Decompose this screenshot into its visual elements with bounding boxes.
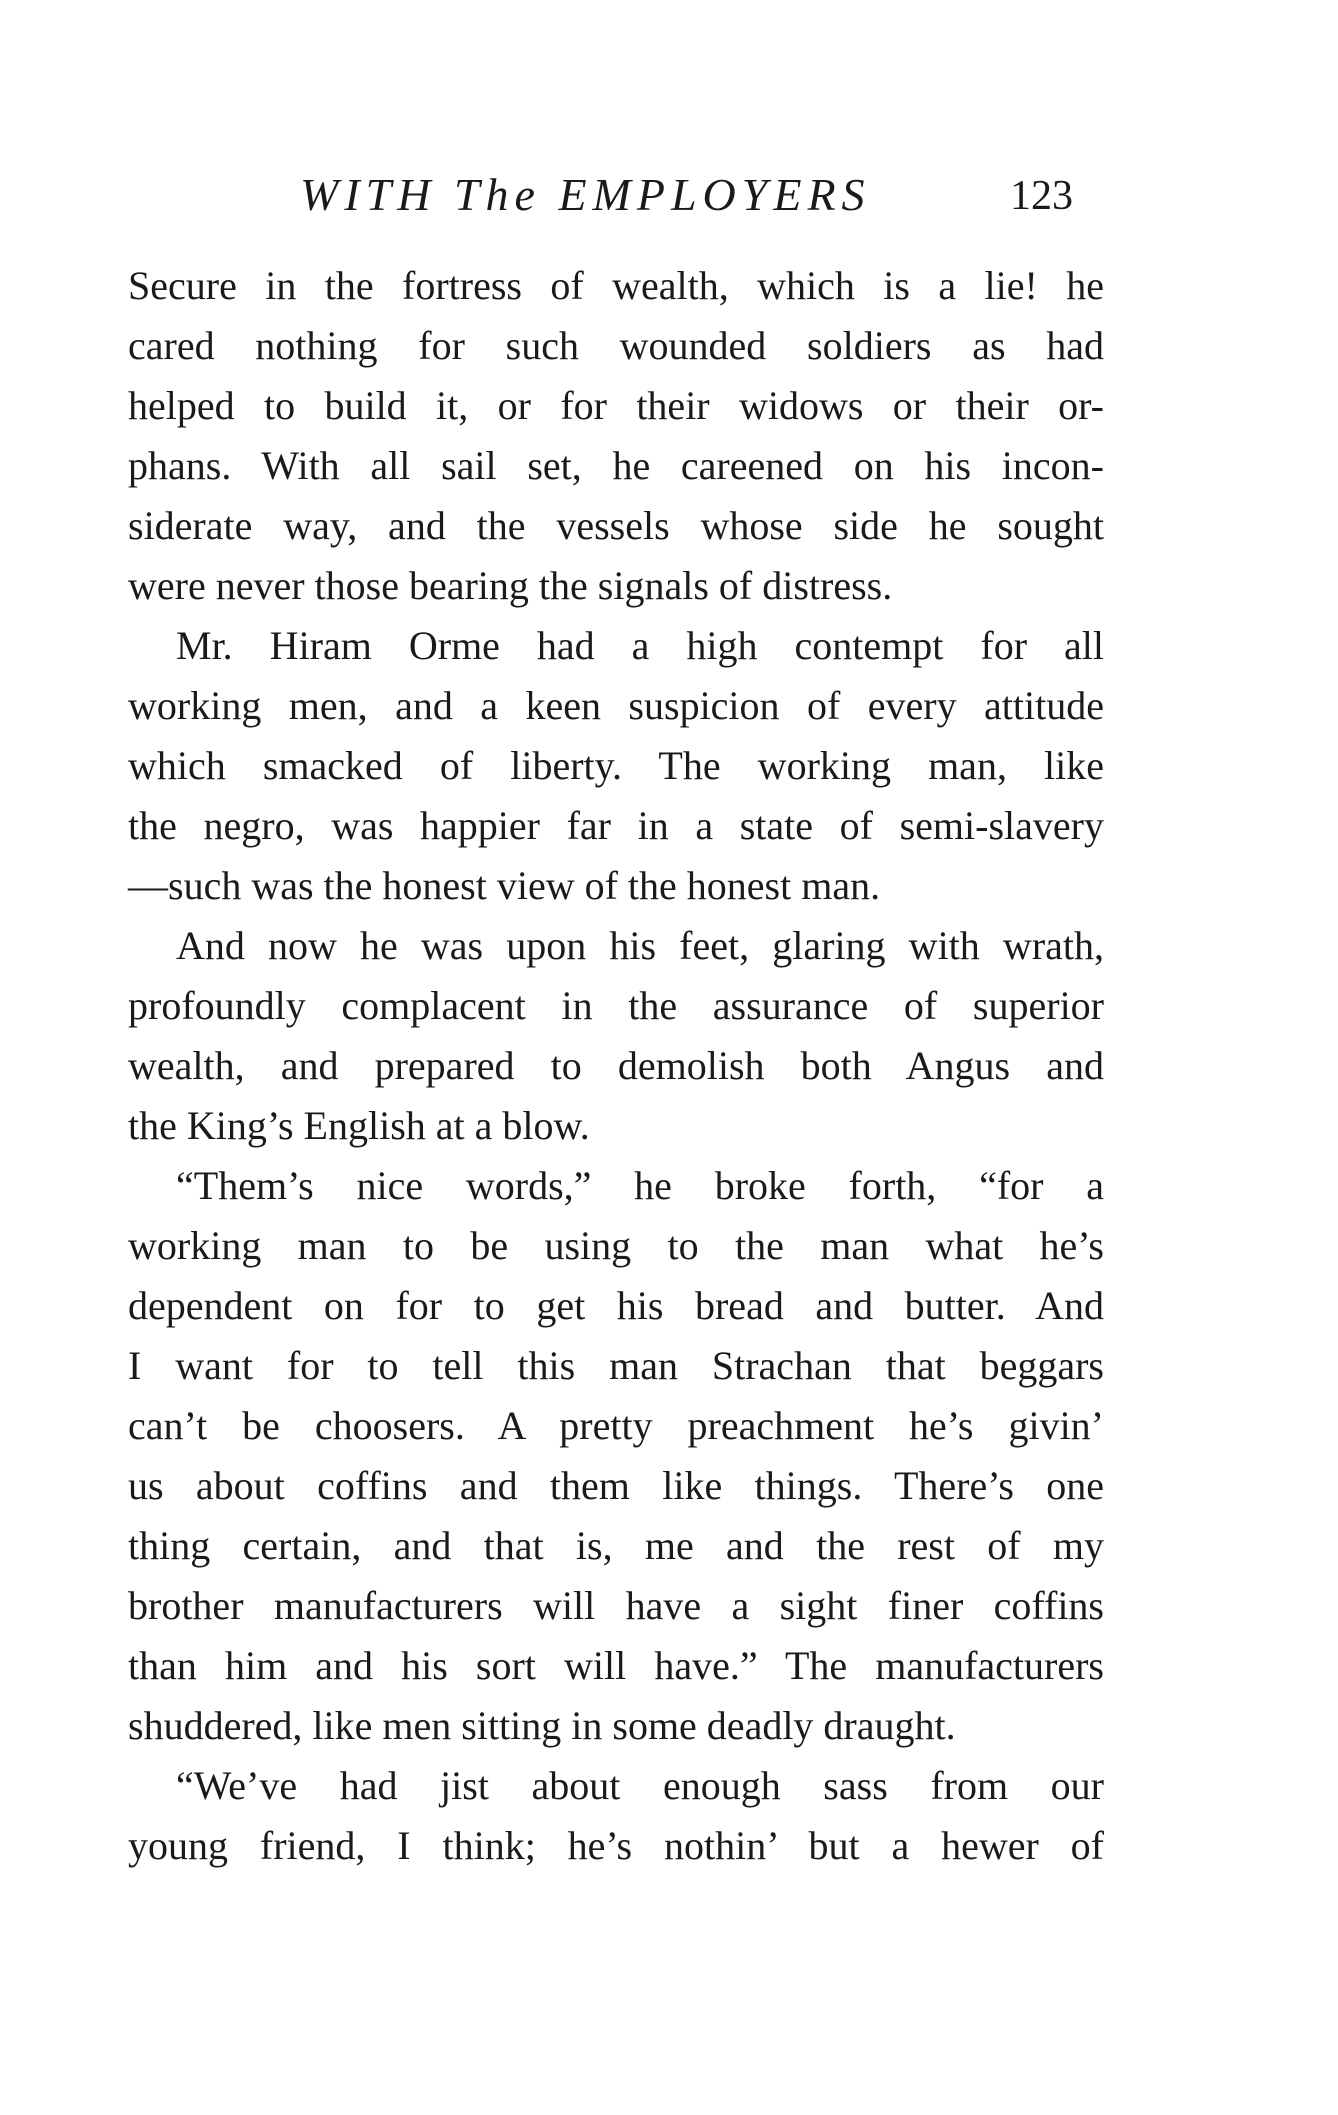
text-line: dependent on for to get his bread and butter. And <box>128 1283 1104 1328</box>
text-line: Mr. Hiram Orme had a high contempt for all <box>176 623 1104 668</box>
text-line: which smacked of liberty. The working man, like <box>128 743 1104 788</box>
text-line: —such was the honest view of the honest man. <box>128 863 881 908</box>
paragraph-5 <box>128 1756 1104 1876</box>
text-line: siderate way, and the vessels whose side he sought <box>128 503 1104 548</box>
text-line: young friend, I think; he’s nothin’ but a hewer of <box>128 1823 1104 1868</box>
text-line: the negro, was happier far in a state of semi-slavery <box>128 803 1104 848</box>
text-line: cared nothing for such wounded soldiers as had <box>128 323 1104 368</box>
text-line: helped to build it, or for their widows or their or- <box>128 383 1104 428</box>
text-line: phans. With all sail set, he careened on his incon- <box>128 443 1104 488</box>
text-line: us about coffins and them like things. There’s one <box>128 1463 1104 1508</box>
text-line: brother manufacturers will have a sight finer coffins <box>128 1583 1104 1628</box>
text-line: shuddered, like men sitting in some deadly draught. <box>128 1703 956 1748</box>
text-line: were never those bearing the signals of distress. <box>128 563 893 608</box>
running-title: WITH The EMPLOYERS <box>300 169 871 220</box>
text-line: working men, and a keen suspicion of every attitude <box>128 683 1104 728</box>
page-number: 123 <box>1010 173 1073 219</box>
text-line: And now he was upon his feet, glaring with wrath, <box>176 923 1104 968</box>
paragraph-1 <box>128 256 1104 616</box>
body-text <box>128 256 1104 1876</box>
text-line: working man to be using to the man what he’s <box>128 1223 1104 1268</box>
text-line: wealth, and prepared to demolish both Angus and <box>128 1043 1104 1088</box>
text-line: profoundly complacent in the assurance of superior <box>128 983 1104 1028</box>
text-line: Secure in the fortress of wealth, which is a lie! he <box>128 263 1104 308</box>
paragraph-3 <box>128 916 1104 1156</box>
text-line: can’t be choosers. A pretty preachment he’s givin’ <box>128 1403 1104 1448</box>
text-line: “We’ve had jist about enough sass from our <box>176 1763 1104 1808</box>
paragraph-2 <box>128 616 1104 916</box>
paragraph-4 <box>128 1156 1104 1756</box>
text-line: thing certain, and that is, me and the rest of my <box>128 1523 1104 1568</box>
text-line: the King’s English at a blow. <box>128 1103 590 1148</box>
text-line: I want for to tell this man Strachan that beggars <box>128 1343 1104 1388</box>
text-line: than him and his sort will have.” The manufacturers <box>128 1643 1104 1688</box>
text-line: “Them’s nice words,” he broke forth, “for a <box>176 1163 1104 1208</box>
